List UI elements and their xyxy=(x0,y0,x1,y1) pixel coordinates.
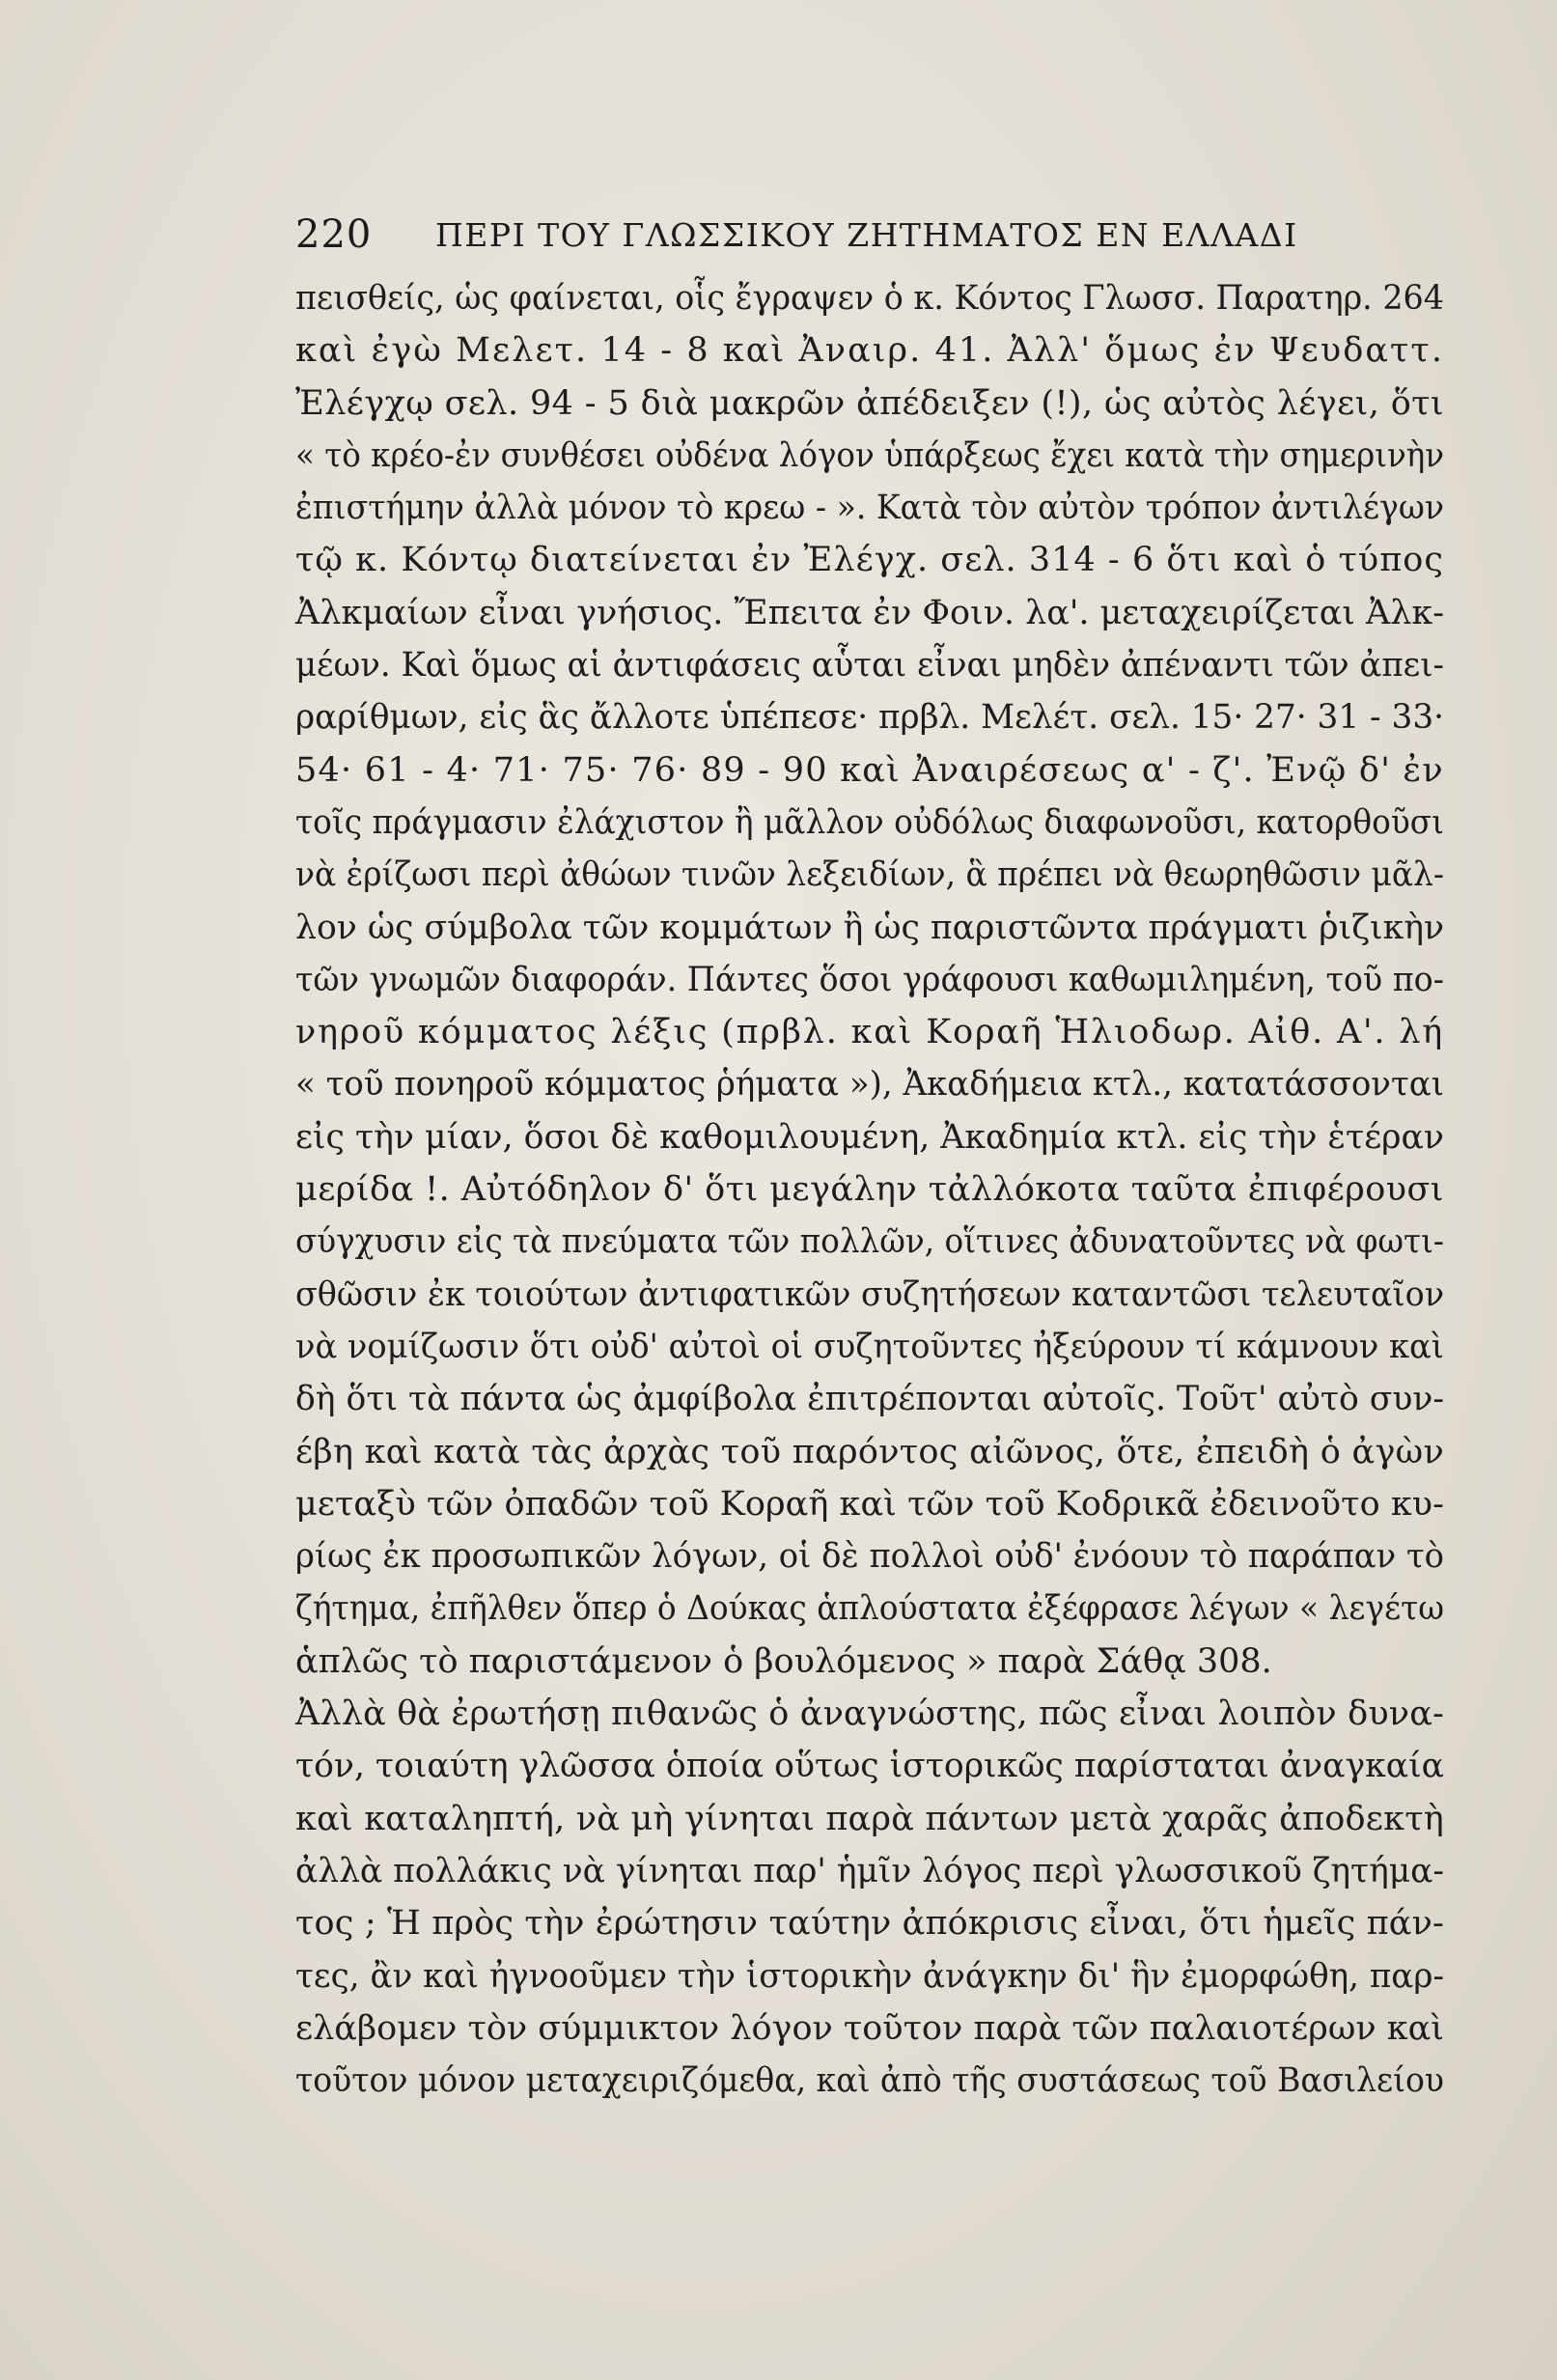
text-line xyxy=(295,797,1454,849)
text-line xyxy=(295,1269,1454,1321)
text-line-content: τοῖς πράγμασιν ἐλάχιστον ἢ μᾶλλον οὐδόλως διαφωνοῦσι, κατορθοῦσι xyxy=(295,802,1445,842)
text-line-content: τες, ἂν καὶ ἠγνοοῦμεν τὴν ἱστορικὴν ἀνάγκην δι' ἣν ἐμορφώθη, παρ- xyxy=(295,1956,1444,1996)
page-number: 220 xyxy=(295,212,373,257)
text-line xyxy=(295,272,1454,324)
text-line xyxy=(295,2055,1454,2107)
text-line xyxy=(295,1426,1454,1478)
text-line xyxy=(295,954,1454,1006)
text-line xyxy=(295,534,1454,586)
text-line-content: νὰ νομίζωσιν ὅτι οὐδ' αὐτοὶ οἱ συζητοῦντες ἠξεύρουν τί κάμνουν καὶ xyxy=(295,1327,1444,1366)
text-line-content: μέων. Καὶ ὅμως αἱ ἀντιφάσεις αὗται εἶναι μηδὲν ἀπέναντι τῶν ἀπει- xyxy=(295,646,1444,686)
text-line-content: μερίδα !. Αὐτόδηλον δ' ὅτι μεγάλην τἀλλόκοτα ταῦτα ἐπιφέρουσι xyxy=(295,1170,1444,1210)
text-line-content: πεισθείς, ὡς φαίνεται, οἷς ἔγραψεν ὁ κ. Κόντος Γλωσσ. Παρατηρ. 264 xyxy=(295,279,1444,318)
text-line-content: νὰ ἐρίζωσι περὶ ἀθώων τινῶν λεξειδίων, ἃ πρέπει νὰ θεωρηθῶσιν μᾶλ- xyxy=(295,855,1444,895)
text-line xyxy=(295,1582,1454,1635)
text-line-content: μεταξὺ τῶν ὀπαδῶν τοῦ Κοραῆ καὶ τῶν τοῦ Κοδρικᾶ ἐδεινοῦτο κυ- xyxy=(295,1484,1445,1524)
text-line xyxy=(295,1163,1454,1216)
text-line-content: ραρίθμων, εἰς ἃς ἄλλοτε ὑπέπεσε· πρβλ. Μελέτ. σελ. 15· 27· 31 - 33· xyxy=(295,698,1445,738)
text-line-content: « τὸ κρέο-ἐν συνθέσει οὐδένα λόγον ὑπάρξεως ἔχει κατὰ τὴν σημερινὴν xyxy=(295,435,1445,475)
text-line xyxy=(295,1530,1454,1582)
text-line xyxy=(295,1058,1454,1110)
text-line-content: ζήτημα, ἐπῆλθεν ὅπερ ὁ Δούκας ἁπλούστατα ἐξέφρασε λέγων « λεγέτω xyxy=(295,1589,1445,1629)
text-line-content: σύγχυσιν εἰς τὰ πνεύματα τῶν πολλῶν, οἵτινες ἀδυνατοῦντες νὰ φωτι- xyxy=(295,1222,1444,1262)
text-line-content: τῷ κ. Κόντῳ διατείνεται ἐν Ἐλέγχ. σελ. 314 - 6 ὅτι καὶ ὁ τύπος xyxy=(295,541,1444,580)
text-line xyxy=(295,1793,1454,1845)
text-line-content: Ἐλέγχῳ σελ. 94 - 5 διὰ μακρῶν ἀπέδειξεν (!), ὡς αὐτὸς λέγει, ὅτι xyxy=(295,383,1445,423)
text-line xyxy=(295,1321,1454,1373)
text-line-content: δὴ ὅτι τὰ πάντα ὡς ἀμφίβολα ἐπιτρέπονται αὐτοῖς. Τοῦτ' αὐτὸ συν- xyxy=(295,1380,1445,1419)
text-line-content: Ἀλκμαίων εἶναι γνήσιος. Ἔπειτα ἐν Φοιν. λα'. μεταχειρίζεται Ἀλκ- xyxy=(295,593,1444,632)
text-line xyxy=(295,1216,1454,1268)
text-line-content: τῶν γνωμῶν διαφοράν. Πάντες ὅσοι γράφουσι καθωμιλημένη, τοῦ πο- xyxy=(295,960,1444,999)
text-line xyxy=(295,378,1454,430)
text-line-content: Ἀλλὰ θὰ ἐρωτήσῃ πιθανῶς ὁ ἀναγνώστης, πῶς εἶναι λοιπὸν δυνα- xyxy=(295,1694,1445,1734)
running-title: ΠΕΡΙ ΤΟΥ ΓΛΩΣΣΙΚΟΥ ΖΗΤΗΜΑΤΟΣ ΕΝ ΕΛΛΑΔΙ xyxy=(435,216,1298,254)
text-line-content: τόν, τοιαύτη γλῶσσα ὁποία οὕτως ἱστορικῶς παρίσταται ἀναγκαία xyxy=(295,1747,1444,1786)
body-text xyxy=(295,272,1454,2107)
text-line-content: λον ὡς σύμβολα τῶν κομμάτων ἢ ὡς παριστῶντα πράγματι ῥιζικὴν xyxy=(295,908,1444,947)
text-line-content: 54· 61 - 4· 71· 75· 76· 89 - 90 καὶ Ἀναιρέσεως α' - ζ'. Ἐνῷ δ' ἐν xyxy=(295,750,1444,790)
text-line-content: τος ; Ἡ πρὸς τὴν ἐρώτησιν ταύτην ἀπόκρισις εἶναι, ὅτι ἡμεῖς πάν- xyxy=(295,1904,1445,1944)
text-line xyxy=(295,1740,1454,1792)
text-line xyxy=(295,902,1454,954)
running-head xyxy=(295,210,1319,259)
text-line xyxy=(295,849,1454,901)
text-line-content: εἰς τὴν μίαν, ὅσοι δὲ καθομιλουμένη, Ἀκαδημία κτλ. εἰς τὴν ἑτέραν xyxy=(295,1117,1445,1157)
text-line xyxy=(295,1688,1454,1740)
text-line xyxy=(295,482,1454,534)
text-line xyxy=(295,324,1454,377)
text-line-content: καὶ καταληπτή, νὰ μὴ γίνηται παρὰ πάντων μετὰ χαρᾶς ἀποδεκτὴ xyxy=(295,1799,1444,1838)
text-line-content: σθῶσιν ἐκ τοιούτων ἀντιφατικῶν συζητήσεων καταντῶσι τελευταῖον xyxy=(295,1274,1445,1314)
text-line xyxy=(295,1897,1454,1949)
text-line-content: τοῦτον μόνον μεταχειριζόμεθα, καὶ ἀπὸ τῆς συστάσεως τοῦ Βασιλείου xyxy=(295,2061,1444,2101)
text-line xyxy=(295,744,1454,797)
text-line-content: ἁπλῶς τὸ παριστάμενον ὁ βουλόμενος » παρὰ Σάθᾳ 308. xyxy=(295,1641,1272,1681)
text-line xyxy=(295,1111,1454,1163)
text-line xyxy=(295,639,1454,691)
text-line xyxy=(295,430,1454,482)
text-line-content: νηροῦ κόμματος λέξις (πρβλ. καὶ Κοραῆ Ἡλιοδωρ. Αἰθ. Α'. λή xyxy=(295,1013,1445,1052)
text-line-content: καὶ ἐγὼ Μελετ. 14 - 8 καὶ Ἀναιρ. 41. Ἀλλ' ὅμως ἐν Ψευδαττ. xyxy=(295,331,1445,371)
text-line xyxy=(295,1636,1454,1688)
text-line xyxy=(295,1950,1454,2002)
text-line xyxy=(295,1478,1454,1530)
text-line xyxy=(295,2002,1454,2055)
text-line-content: ἀλλὰ πολλάκις νὰ γίνηται παρ' ἡμῖν λόγος περὶ γλωσσικοῦ ζητήμα- xyxy=(295,1851,1445,1890)
text-line xyxy=(295,1373,1454,1425)
text-line xyxy=(295,587,1454,639)
text-line xyxy=(295,1845,1454,1897)
text-line-content: ἐπιστήμην ἀλλὰ μόνον τὸ κρεω - ». Κατὰ τὸν αὐτὸν τρόπον ἀντιλέγων xyxy=(295,489,1445,528)
text-line xyxy=(295,1006,1454,1058)
text-line-content: « τοῦ πονηροῦ κόμματος ῥήματα »), Ἀκαδήμεια κτλ., κατατάσσονται xyxy=(295,1065,1445,1105)
text-line-content: έβη καὶ κατὰ τὰς ἀρχὰς τοῦ παρόντος αἰῶνος, ὅτε, ἐπειδὴ ὁ ἀγὼν xyxy=(295,1432,1445,1471)
text-line-content: ελάβομεν τὸν σύμμικτον λόγον τοῦτον παρὰ τῶν παλαιοτέρων καὶ xyxy=(295,2008,1444,2048)
text-line-content: ρίως ἐκ προσωπικῶν λόγων, οἱ δὲ πολλοὶ οὐδ' ἐνόουν τὸ παράπαν τὸ xyxy=(295,1537,1445,1577)
text-line xyxy=(295,691,1454,743)
